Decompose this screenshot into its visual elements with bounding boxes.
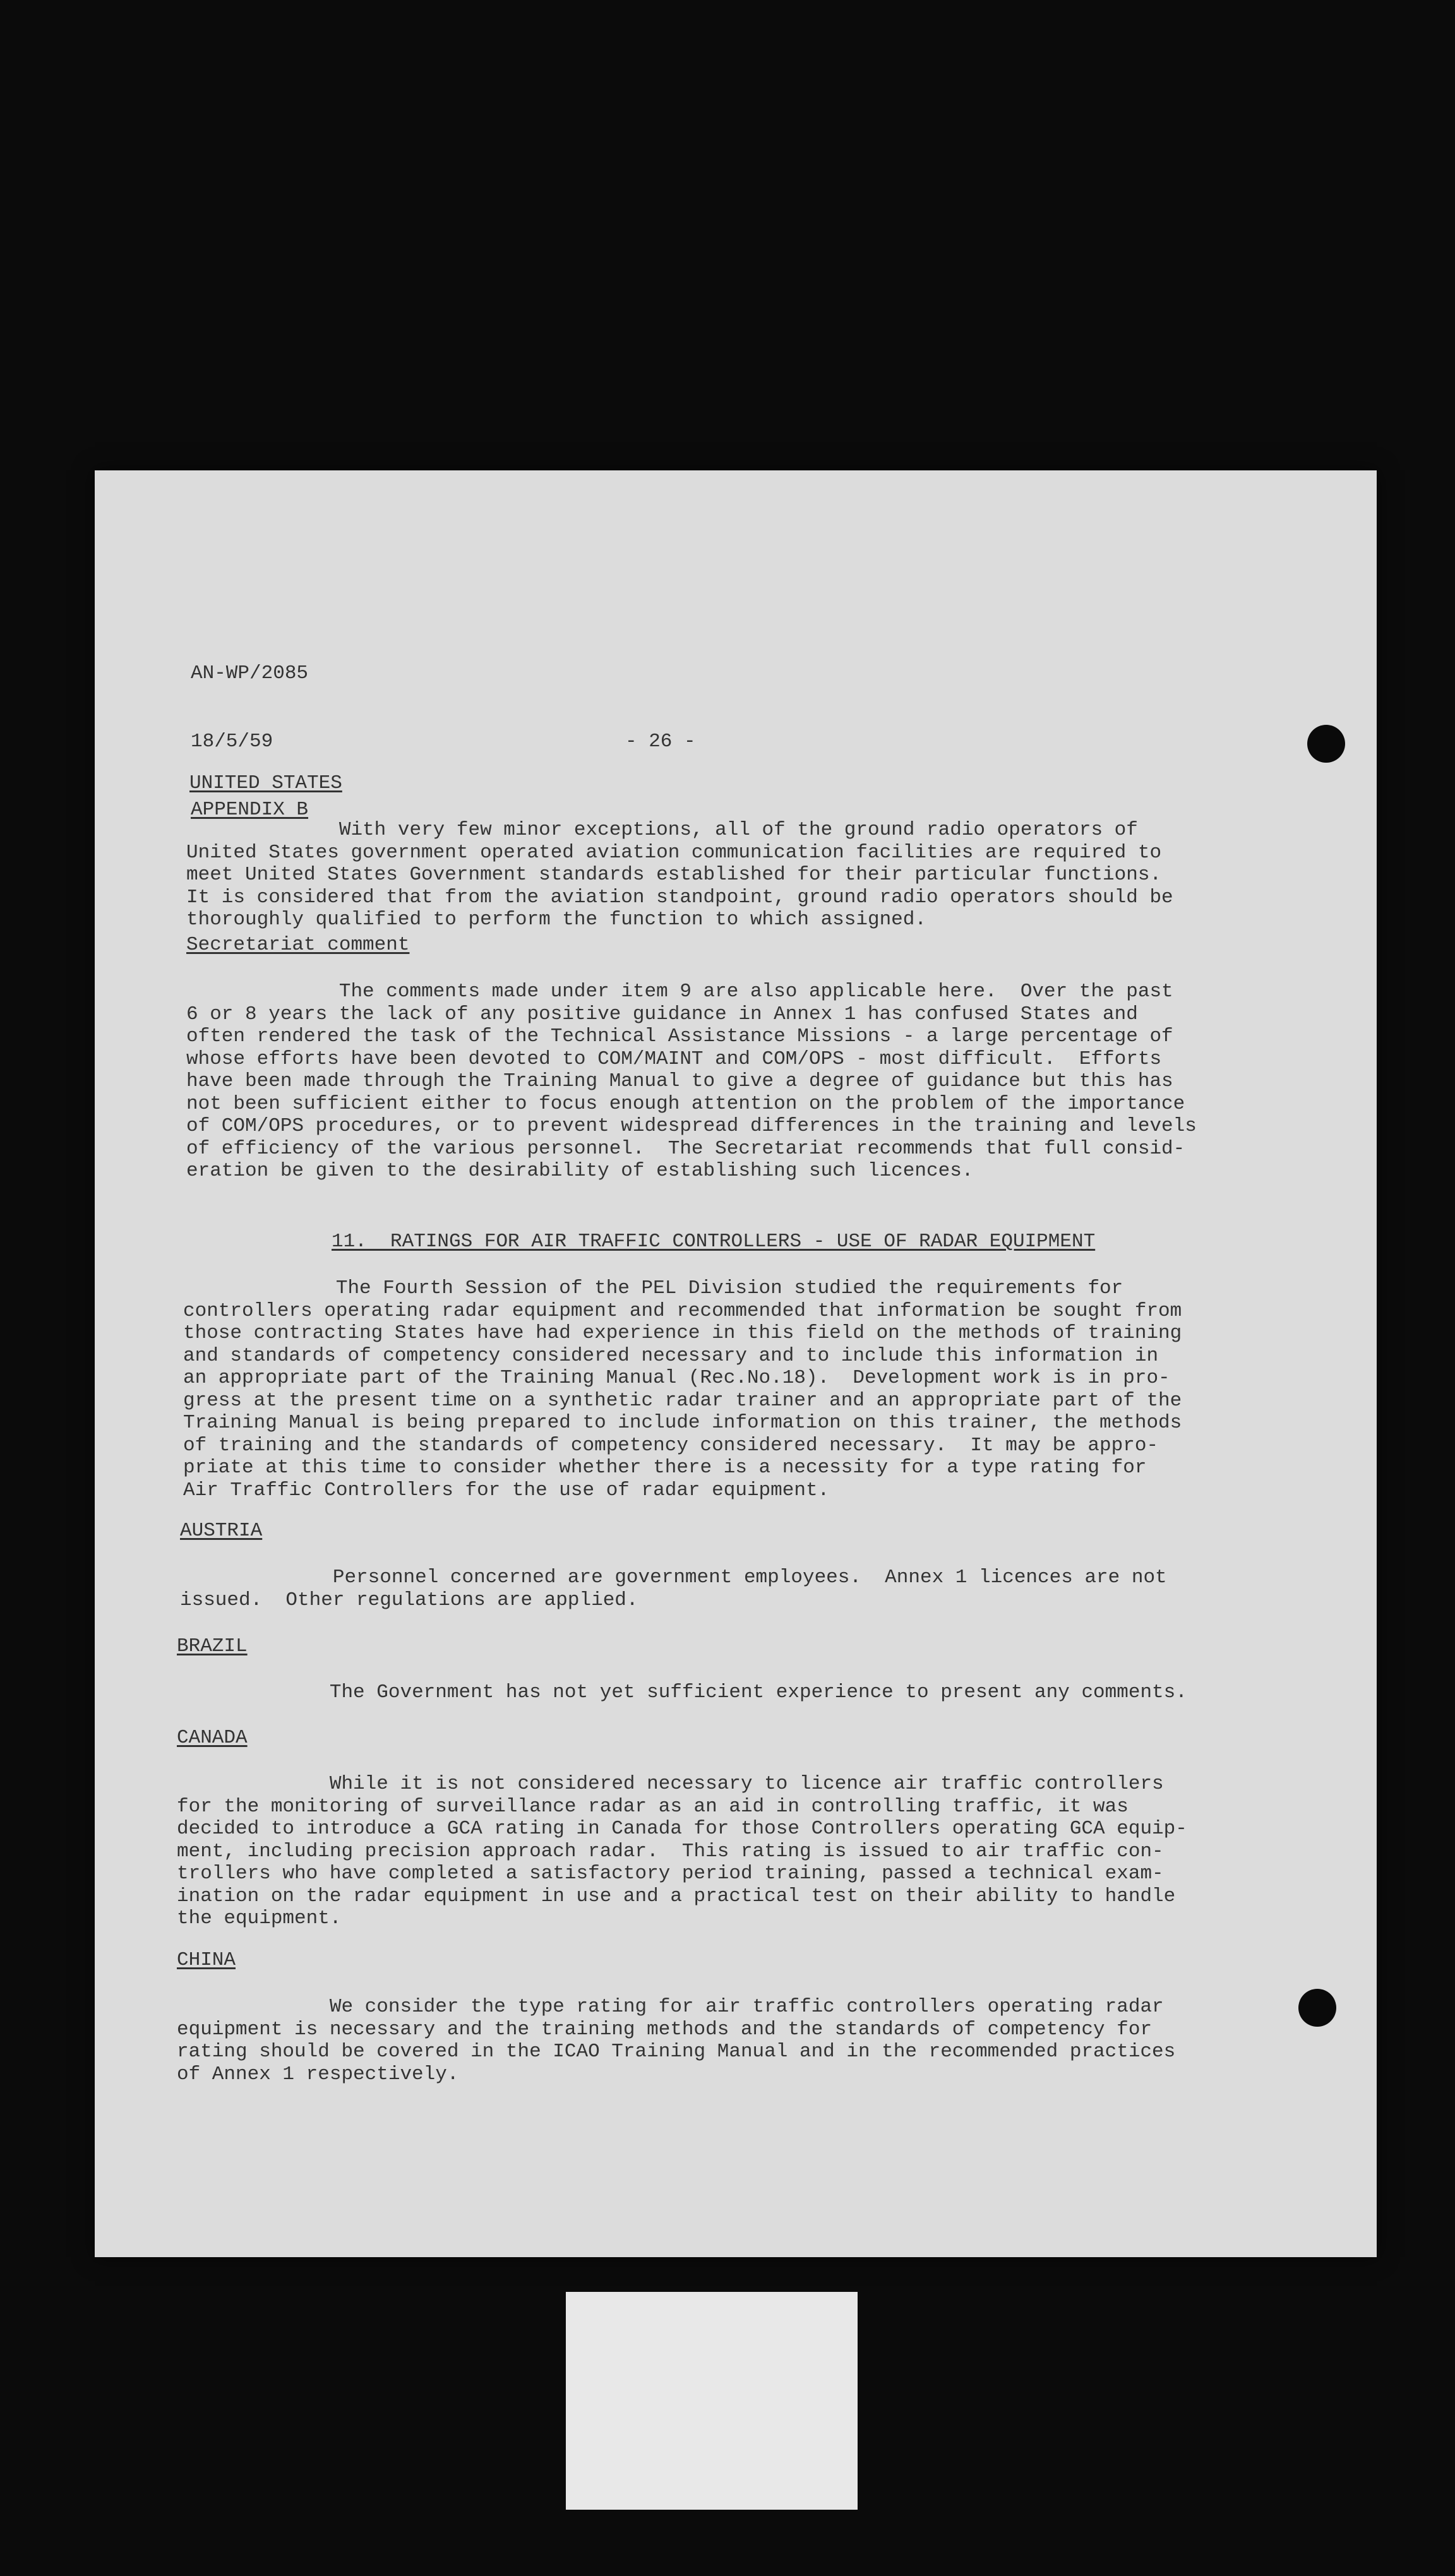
heading-secretariat-comment: Secretariat comment: [186, 934, 410, 956]
heading-canada: CANADA: [177, 1727, 248, 1749]
paragraph-brazil: The Government has not yet sufficient experience to present any comments.: [177, 1681, 1187, 1703]
heading-china: CHINA: [177, 1949, 236, 1971]
heading-item-11: 11. RATINGS FOR AIR TRAFFIC CONTROLLERS - USE OF RADAR EQUIPMENT: [332, 1231, 1096, 1253]
punch-hole-bottom: [1298, 1989, 1336, 2027]
appendix-label: APPENDIX B: [191, 799, 309, 821]
heading-brazil: BRAZIL: [177, 1635, 248, 1657]
page-number: - 26 -: [625, 730, 696, 753]
doc-date: 18/5/59: [191, 730, 273, 753]
document-page: [95, 470, 1377, 2257]
paragraph-item-11: The Fourth Session of the PEL Division studied the requirements for controllers operating radar equipment and recommended that information be sought from those contracting States have had experience in this field on the methods of training and standards of competency considered necessary and to include this information in an appropriate part of the Training Manual (Rec.No.18). Development work is in pro- gress at the present time on a synthetic radar trainer and an appropriate part of the Training Manual is being prepared to include information on this trainer, the methods of training and the standards of competency considered necessary. It may be appro- priate at this time to consider whether there is a necessity for a type rating for Air Traffic Controllers for the use of radar equipment.: [183, 1277, 1182, 1501]
paragraph-canada: While it is not considered necessary to licence air traffic controllers for the monitoring of surveillance radar as an aid in controlling traffic, it was decided to introduce a GCA rating in Canada for those Controllers operating GCA equip- ment, including precision approach radar. This rating is issued to air traffic con- trollers who have completed a satisfactory period training, passed a technical exam- ination on the radar equipment in use and a practical test on their ability to handle the equipment.: [177, 1773, 1187, 1929]
heading-austria: AUSTRIA: [180, 1520, 263, 1542]
doc-number: AN-WP/2085: [191, 662, 309, 684]
paragraph-china: We consider the type rating for air traffic controllers operating radar equipment is necessary and the training methods and the standards of competency for rating should be covered in the ICAO Training Manual and in the recommended practices of Annex 1 respectively.: [177, 1996, 1176, 2085]
heading-united-states: UNITED STATES: [189, 772, 342, 794]
paragraph-austria: Personnel concerned are government employees. Annex 1 licences are not issued. Other regulations are applied.: [180, 1566, 1167, 1611]
paragraph-secretariat-comment: The comments made under item 9 are also applicable here. Over the past 6 or 8 years the lack of any positive guidance in Annex 1 has confused States and often rendered the task of the Technical Assistance Missions - a large percentage of whose efforts have been devoted to COM/MAINT and COM/OPS - most difficult. Efforts have been made through the Training Manual to give a degree of guidance but this has not been sufficient either to focus enough attention on the problem of the importance of COM/OPS procedures, or to prevent widespread differences in the training and levels of efficiency of the various personnel. The Secretariat recommends that full consid- eration be given to the desirability of establishing such licences.: [186, 981, 1197, 1182]
punch-hole-top: [1307, 725, 1345, 763]
blank-card: [566, 2292, 858, 2510]
paragraph-united-states: With very few minor exceptions, all of the ground radio operators of United States government operated aviation communication facilities are required to meet United States Government standards established for their particular functions. It is considered that from the aviation standpoint, ground radio operators should be thoroughly qualified to perform the function to which assigned.: [186, 819, 1173, 931]
